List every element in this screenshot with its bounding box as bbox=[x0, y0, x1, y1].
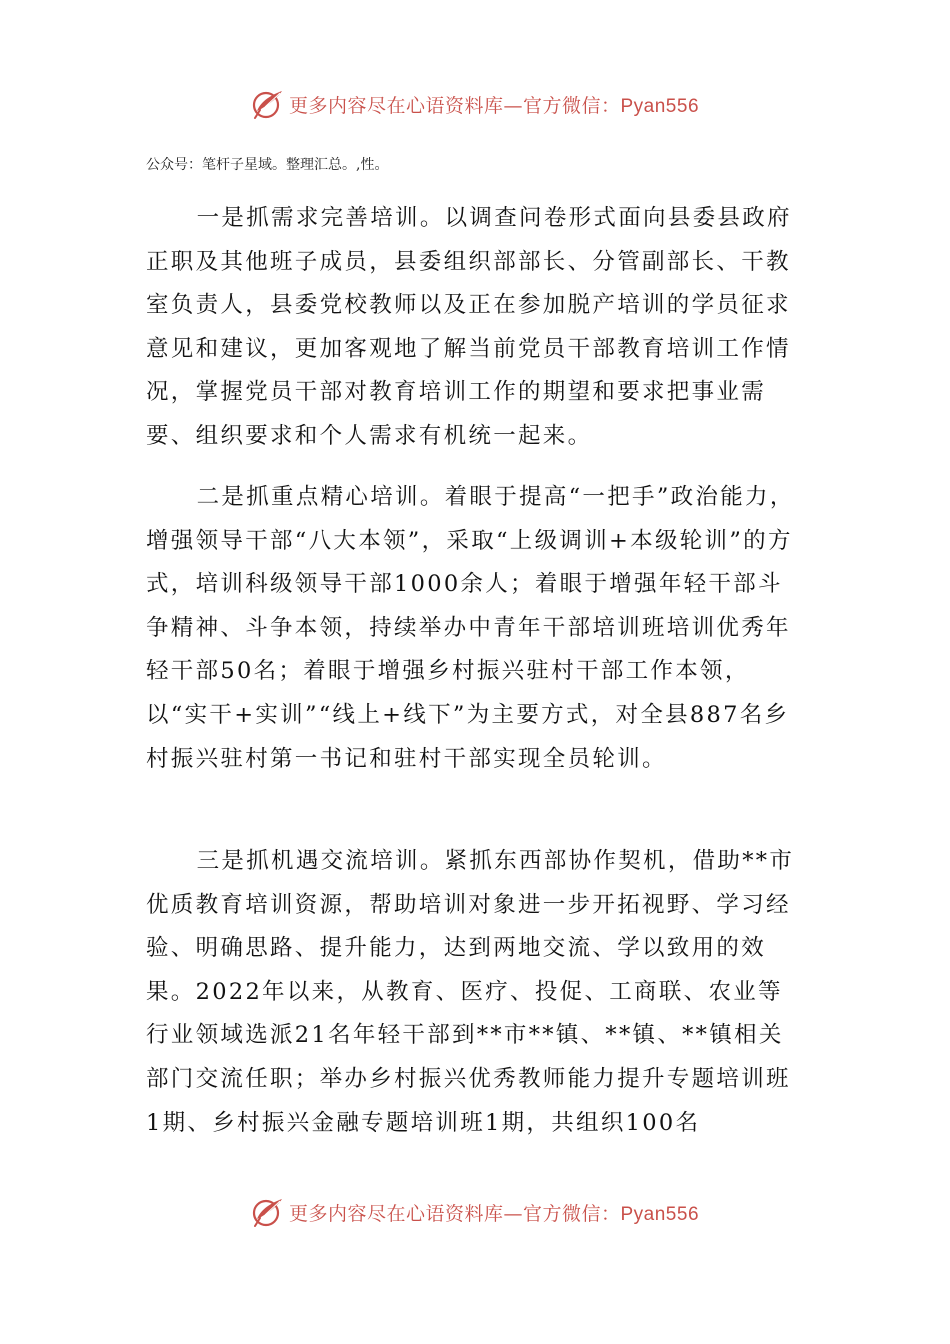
header-wechat-id: Pyan556 bbox=[620, 95, 700, 117]
paragraph-1: 一是抓需求完善培训。以调查问卷形式面向县委县政府正职及其他班子成员，县委组织部部长、分管副部长、干教室负责人，县委党校教师以及正在参加脱产培训的学员征求意见和建议，更加客观地了解当前党员干部教育培训工作情况，掌握党员干部对教育培训工作的期望和要求把事业需要、组织要求和个人需求有机统一起来。 bbox=[146, 205, 792, 449]
paragraph-2: 二是抓重点精心培训。着眼于提高“一把手”政治能力，增强领导干部“八大本领”，采取“上级调训+本级轮训”的方式，培训科级领导干部1000余人；着眼于增强年轻干部斗争精神、斗争本领，持续举办中青年干部培训班培训优秀年轻干部50名；着眼于增强乡村振兴驻村干部工作本领，以“实干+实训”“线上+线下”为主要方式，对全县887名乡村振兴驻村第一书记和驻村干部实现全员轮训。 bbox=[146, 484, 795, 772]
header-banner-text: 更多内容尽在心语资料库—官方微信：Pyan556 bbox=[288, 94, 700, 117]
footer-wechat-id: Pyan556 bbox=[620, 1203, 700, 1225]
footer-banner bbox=[0, 1192, 950, 1232]
quill-circle-logo-icon bbox=[251, 87, 285, 121]
header-banner bbox=[0, 84, 950, 124]
source-note: 公众号：笔杆子星域。整理汇总。,性。 bbox=[146, 157, 389, 173]
quill-circle-logo-icon bbox=[251, 1195, 285, 1229]
footer-banner-text: 更多内容尽在心语资料库—官方微信：Pyan556 bbox=[288, 1202, 700, 1225]
paragraph-3: 三是抓机遇交流培训。紧抓东西部协作契机，借助**市优质教育培训资源，帮助培训对象进一步开拓视野、学习经验、明确思路、提升能力，达到两地交流、学以致用的效果。2022年以来，从教育、医疗、投促、工商联、农业等行业领域选派21名年轻干部到**市**镇、**镇、**镇相关部门交流任职；举办乡村振兴优秀教师能力提升专题培训班1期、乡村振兴金融专题培训班1期，共组织100名 bbox=[146, 848, 795, 1136]
